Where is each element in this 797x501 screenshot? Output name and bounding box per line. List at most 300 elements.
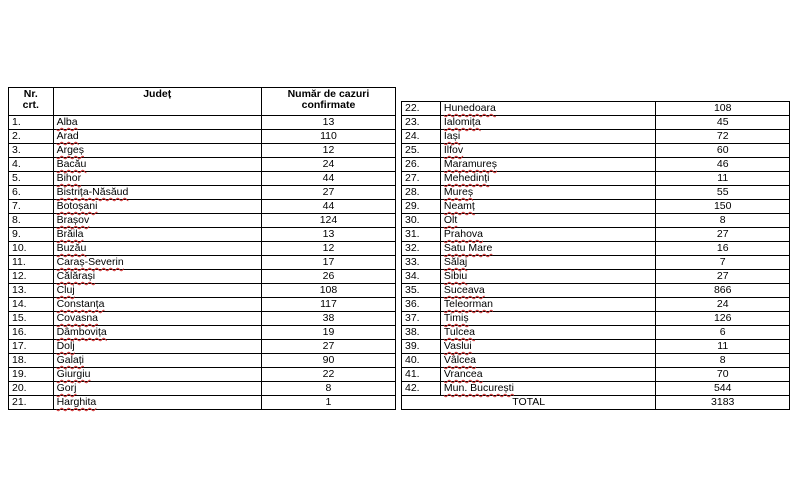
row-number-text: 18. <box>12 354 27 366</box>
table-row <box>9 326 396 340</box>
row-number <box>9 340 54 354</box>
row-number <box>9 158 54 172</box>
row-number-text: 42. <box>405 382 420 394</box>
case-count-text: 108 <box>319 284 338 296</box>
case-count <box>656 256 790 270</box>
case-count <box>656 214 790 228</box>
county-name <box>53 368 261 382</box>
county-name <box>53 382 261 396</box>
case-count-text: 126 <box>713 312 732 324</box>
county-name-text: Constanța <box>56 298 105 310</box>
table-header-row <box>9 88 396 116</box>
case-count-text: 26 <box>322 270 335 282</box>
table-row <box>9 298 396 312</box>
case-count <box>261 340 395 354</box>
row-number <box>402 368 441 382</box>
case-count-text: 24 <box>716 298 729 310</box>
county-name-text: Arad <box>56 130 79 142</box>
county-name <box>53 158 261 172</box>
table-row <box>402 102 790 116</box>
row-number-text: 11. <box>12 256 26 268</box>
row-number-text: 27. <box>405 172 420 184</box>
case-count <box>656 186 790 200</box>
table-row <box>9 200 396 214</box>
row-number <box>402 130 441 144</box>
table-row <box>9 158 396 172</box>
county-name-text: Iași <box>443 130 461 142</box>
row-number <box>9 354 54 368</box>
cases-table-left <box>8 87 396 410</box>
county-name-text: Bacău <box>56 158 87 170</box>
county-name-text: Sibiu <box>443 270 468 282</box>
county-name <box>53 228 261 242</box>
county-name-text: Bistrița-Năsăud <box>56 186 129 198</box>
case-count-text: 19 <box>322 326 335 338</box>
case-count <box>656 340 790 354</box>
county-name <box>53 312 261 326</box>
row-number-text: 2. <box>12 130 21 142</box>
table-row <box>402 326 790 340</box>
table-row <box>9 172 396 186</box>
case-count <box>261 158 395 172</box>
county-name <box>53 144 261 158</box>
county-name-text: Buzău <box>56 242 87 254</box>
county-name-text: Suceava <box>443 284 485 296</box>
county-name-text: Bihor <box>56 172 82 184</box>
row-number <box>402 242 441 256</box>
case-count-text: 38 <box>322 312 335 324</box>
row-number-text: 38. <box>405 326 420 338</box>
case-count <box>656 228 790 242</box>
row-number-text: 8. <box>12 214 21 226</box>
county-name <box>440 284 656 298</box>
row-number-text: 21. <box>12 396 27 408</box>
county-name <box>53 116 261 130</box>
row-number <box>402 326 441 340</box>
county-name <box>53 256 261 270</box>
row-number <box>9 312 54 326</box>
row-number-text: 31. <box>405 228 420 240</box>
county-name <box>440 172 656 186</box>
county-name <box>53 326 261 340</box>
row-number-text: 15. <box>12 312 27 324</box>
row-number <box>402 102 441 116</box>
county-name-text: Călărași <box>56 270 96 282</box>
county-name <box>53 340 261 354</box>
row-number <box>9 382 54 396</box>
row-number-text: 20. <box>12 382 27 394</box>
table-row <box>9 228 396 242</box>
row-number <box>402 312 441 326</box>
table-row <box>9 144 396 158</box>
case-count <box>261 214 395 228</box>
county-name-text: Covasna <box>56 312 99 324</box>
county-name-text: Neamț <box>443 200 475 212</box>
row-number <box>402 354 441 368</box>
case-count-text: 72 <box>716 130 729 142</box>
case-count-text: 12 <box>322 242 335 254</box>
case-count <box>656 130 790 144</box>
case-count-text: 7 <box>719 256 726 268</box>
table-row <box>402 256 790 270</box>
table-row <box>9 130 396 144</box>
row-number-text: 41. <box>405 368 420 380</box>
county-name <box>53 242 261 256</box>
case-count <box>656 144 790 158</box>
row-number-text: 12. <box>12 270 27 282</box>
row-number <box>9 368 54 382</box>
case-count-text: 150 <box>713 200 732 212</box>
case-count-text: 8 <box>325 382 332 394</box>
row-number-text: 29. <box>405 200 420 212</box>
county-name <box>440 200 656 214</box>
county-name <box>440 270 656 284</box>
row-number <box>402 340 441 354</box>
table-row <box>402 284 790 298</box>
case-count <box>656 326 790 340</box>
case-count-text: 16 <box>716 242 729 254</box>
county-name-text: Giurgiu <box>56 368 91 380</box>
county-name-text: Satu Mare <box>443 242 493 254</box>
case-count-text: 55 <box>716 186 729 198</box>
cases-table-right <box>401 101 790 410</box>
case-count <box>656 382 790 396</box>
county-name-text: Tulcea <box>443 326 476 338</box>
row-number <box>9 326 54 340</box>
case-count <box>261 144 395 158</box>
row-number-text: 32. <box>405 242 420 254</box>
county-name <box>53 200 261 214</box>
table-row <box>9 340 396 354</box>
table-row <box>9 368 396 382</box>
case-count-text: 27 <box>716 228 729 240</box>
row-number <box>402 172 441 186</box>
case-count <box>656 368 790 382</box>
header-nr <box>9 88 54 116</box>
county-name <box>440 130 656 144</box>
row-number <box>402 228 441 242</box>
case-count <box>656 200 790 214</box>
county-name-text: Brăila <box>56 228 84 240</box>
case-count-text: 110 <box>320 130 337 142</box>
county-name-text: Mehedinți <box>443 172 490 184</box>
case-count <box>261 368 395 382</box>
row-number-text: 4. <box>12 158 21 170</box>
case-count-text: 45 <box>716 116 729 128</box>
county-name <box>440 326 656 340</box>
county-name <box>53 130 261 144</box>
row-number <box>9 214 54 228</box>
case-count-text: 17 <box>322 256 335 268</box>
county-name <box>53 172 261 186</box>
total-row <box>402 396 790 410</box>
table-row <box>402 214 790 228</box>
row-number-text: 17. <box>12 340 27 352</box>
county-name <box>440 256 656 270</box>
table-row <box>402 354 790 368</box>
case-count-text: 44 <box>322 200 335 212</box>
row-number-text: 34. <box>405 270 420 282</box>
row-number <box>402 158 441 172</box>
county-name-text: Timiș <box>443 312 469 324</box>
case-count <box>656 298 790 312</box>
row-number-text: 13. <box>12 284 27 296</box>
case-count-text: 11 <box>717 340 729 352</box>
case-count-text: 8 <box>719 354 726 366</box>
row-number <box>402 200 441 214</box>
row-number-text: 26. <box>405 158 420 170</box>
county-name-text: Harghita <box>56 396 97 408</box>
case-count-text: 60 <box>716 144 729 156</box>
case-count <box>656 270 790 284</box>
case-count-text: 866 <box>713 284 732 296</box>
header-judet: Județ <box>53 88 261 116</box>
case-count-text: 8 <box>719 214 726 226</box>
case-count-text: 46 <box>716 158 729 170</box>
row-number-text: 24. <box>405 130 420 142</box>
case-count-text: 22 <box>322 368 335 380</box>
table-row <box>9 242 396 256</box>
case-count-text: 90 <box>322 354 335 366</box>
row-number <box>9 172 54 186</box>
table-row <box>9 256 396 270</box>
row-number-text: 1. <box>12 116 21 128</box>
row-number <box>402 214 441 228</box>
row-number-text: 10. <box>12 242 27 254</box>
county-name <box>440 102 656 116</box>
table-row <box>9 284 396 298</box>
case-count-text: 70 <box>716 368 729 380</box>
total-value: 3183 <box>656 396 790 410</box>
county-name <box>440 228 656 242</box>
county-name <box>440 144 656 158</box>
table-row <box>402 130 790 144</box>
case-count <box>261 312 395 326</box>
table-row <box>402 158 790 172</box>
table-row <box>9 382 396 396</box>
case-count <box>261 396 395 410</box>
row-number-text: 5. <box>12 172 21 184</box>
table-row <box>402 368 790 382</box>
county-name-text: Dâmbovița <box>56 326 107 338</box>
row-number-text: 40. <box>405 354 420 366</box>
case-count-text: 24 <box>322 158 335 170</box>
row-number <box>9 298 54 312</box>
row-number <box>9 270 54 284</box>
row-number-text: 19. <box>12 368 27 380</box>
table-row <box>402 298 790 312</box>
case-count <box>261 228 395 242</box>
row-number-text: 33. <box>405 256 420 268</box>
case-count-text: 13 <box>322 228 335 240</box>
row-number <box>402 382 441 396</box>
table-row <box>9 270 396 284</box>
case-count-text: 544 <box>713 382 732 394</box>
case-count <box>656 116 790 130</box>
case-count <box>261 270 395 284</box>
case-count-text: 27 <box>322 186 335 198</box>
case-count <box>261 186 395 200</box>
row-number <box>9 116 54 130</box>
county-name <box>440 116 656 130</box>
county-name-text: Mureș <box>443 186 474 198</box>
header-cases-line1: Număr de cazuri <box>287 88 370 100</box>
county-name <box>440 340 656 354</box>
county-name <box>440 354 656 368</box>
case-count <box>261 298 395 312</box>
header-cases <box>261 88 395 116</box>
county-name-text: Dolj <box>56 340 75 352</box>
case-count-text: 117 <box>320 298 337 310</box>
table-row <box>402 172 790 186</box>
header-nr-line1: Nr. <box>23 88 38 100</box>
table-row <box>402 242 790 256</box>
case-count <box>261 130 395 144</box>
case-count-text: 6 <box>719 326 726 338</box>
case-count <box>656 172 790 186</box>
row-number <box>9 396 54 410</box>
county-name <box>53 284 261 298</box>
table-row <box>402 200 790 214</box>
row-number-text: 22. <box>405 102 420 114</box>
county-name-text: Ialomița <box>443 116 481 128</box>
row-number <box>9 186 54 200</box>
row-number <box>402 256 441 270</box>
table-row <box>402 186 790 200</box>
case-count <box>261 354 395 368</box>
county-name-text: Cluj <box>56 284 75 296</box>
case-count <box>261 200 395 214</box>
table-row <box>9 396 396 410</box>
county-name <box>53 298 261 312</box>
county-name-text: Hunedoara <box>443 102 496 114</box>
case-count <box>656 312 790 326</box>
table-row <box>402 270 790 284</box>
county-name-text: Botoșani <box>56 200 98 212</box>
row-number-text: 35. <box>405 284 420 296</box>
county-name <box>53 396 261 410</box>
case-count <box>261 256 395 270</box>
county-name-text: Maramureș <box>443 158 497 170</box>
county-name <box>53 270 261 284</box>
case-count <box>261 284 395 298</box>
table-row <box>9 354 396 368</box>
table-row <box>9 214 396 228</box>
case-count <box>261 382 395 396</box>
county-name <box>440 158 656 172</box>
table-row <box>402 382 790 396</box>
county-name-text: Alba <box>56 116 78 128</box>
case-count-text: 27 <box>322 340 335 352</box>
row-number <box>9 284 54 298</box>
case-count <box>261 172 395 186</box>
row-number-text: 36. <box>405 298 420 310</box>
county-name <box>440 214 656 228</box>
row-number-text: 39. <box>405 340 420 352</box>
row-number-text: 23. <box>405 116 420 128</box>
county-name-text: Olt <box>443 214 458 226</box>
row-number-text: 25. <box>405 144 420 156</box>
table-row <box>402 116 790 130</box>
row-number-text: 28. <box>405 186 420 198</box>
county-name-text: Argeș <box>56 144 84 156</box>
county-name-text: Galați <box>56 354 84 366</box>
table-row <box>9 116 396 130</box>
county-name-text: Mun. București <box>443 382 514 394</box>
case-count-text: 108 <box>713 102 732 114</box>
county-name-text: Vâlcea <box>443 354 476 366</box>
row-number-text: 3. <box>12 144 21 156</box>
row-number <box>402 270 441 284</box>
row-number-text: 9. <box>12 228 21 240</box>
county-name <box>440 368 656 382</box>
county-name-text: Prahova <box>443 228 483 240</box>
row-number <box>402 298 441 312</box>
header-nr-line2: crt. <box>22 99 39 111</box>
row-number-text: 7. <box>12 200 21 212</box>
row-number <box>9 242 54 256</box>
case-count <box>656 242 790 256</box>
case-count <box>656 284 790 298</box>
case-count <box>261 326 395 340</box>
total-label: TOTAL <box>402 396 656 410</box>
header-cases-line2: confirmate <box>301 99 356 111</box>
county-name-text: Teleorman <box>443 298 493 310</box>
case-count-text: 13 <box>322 116 335 128</box>
row-number <box>402 144 441 158</box>
county-name-text: Ilfov <box>443 144 464 156</box>
county-name-text: Caraș-Severin <box>56 256 124 268</box>
table-body-left <box>9 116 396 410</box>
case-count-text: 11 <box>717 172 729 184</box>
county-name <box>440 312 656 326</box>
case-count-text: 12 <box>322 144 335 156</box>
row-number-text: 37. <box>405 312 420 324</box>
county-name-text: Gorj <box>56 382 77 394</box>
table-body-right <box>402 102 790 396</box>
case-count-text: 44 <box>322 172 335 184</box>
county-name <box>53 186 261 200</box>
row-number <box>9 256 54 270</box>
table-row <box>402 144 790 158</box>
county-name <box>440 382 656 396</box>
row-number <box>402 186 441 200</box>
case-count-text: 124 <box>319 214 338 226</box>
county-name-text: Vaslui <box>443 340 472 352</box>
county-name-text: Sălaj <box>443 256 468 268</box>
row-number <box>9 228 54 242</box>
county-name <box>440 242 656 256</box>
row-number <box>9 130 54 144</box>
row-number-text: 16. <box>12 326 27 338</box>
row-number <box>402 116 441 130</box>
row-number-text: 6. <box>12 186 21 198</box>
row-number <box>9 144 54 158</box>
row-number <box>402 284 441 298</box>
county-name <box>53 354 261 368</box>
case-count-text: 27 <box>716 270 729 282</box>
case-count <box>656 158 790 172</box>
table-row <box>9 312 396 326</box>
table-row <box>402 228 790 242</box>
case-count <box>261 242 395 256</box>
row-number <box>9 200 54 214</box>
county-name-text: Brașov <box>56 214 90 226</box>
table-row <box>402 340 790 354</box>
county-name <box>53 214 261 228</box>
case-count <box>656 102 790 116</box>
case-count <box>656 354 790 368</box>
